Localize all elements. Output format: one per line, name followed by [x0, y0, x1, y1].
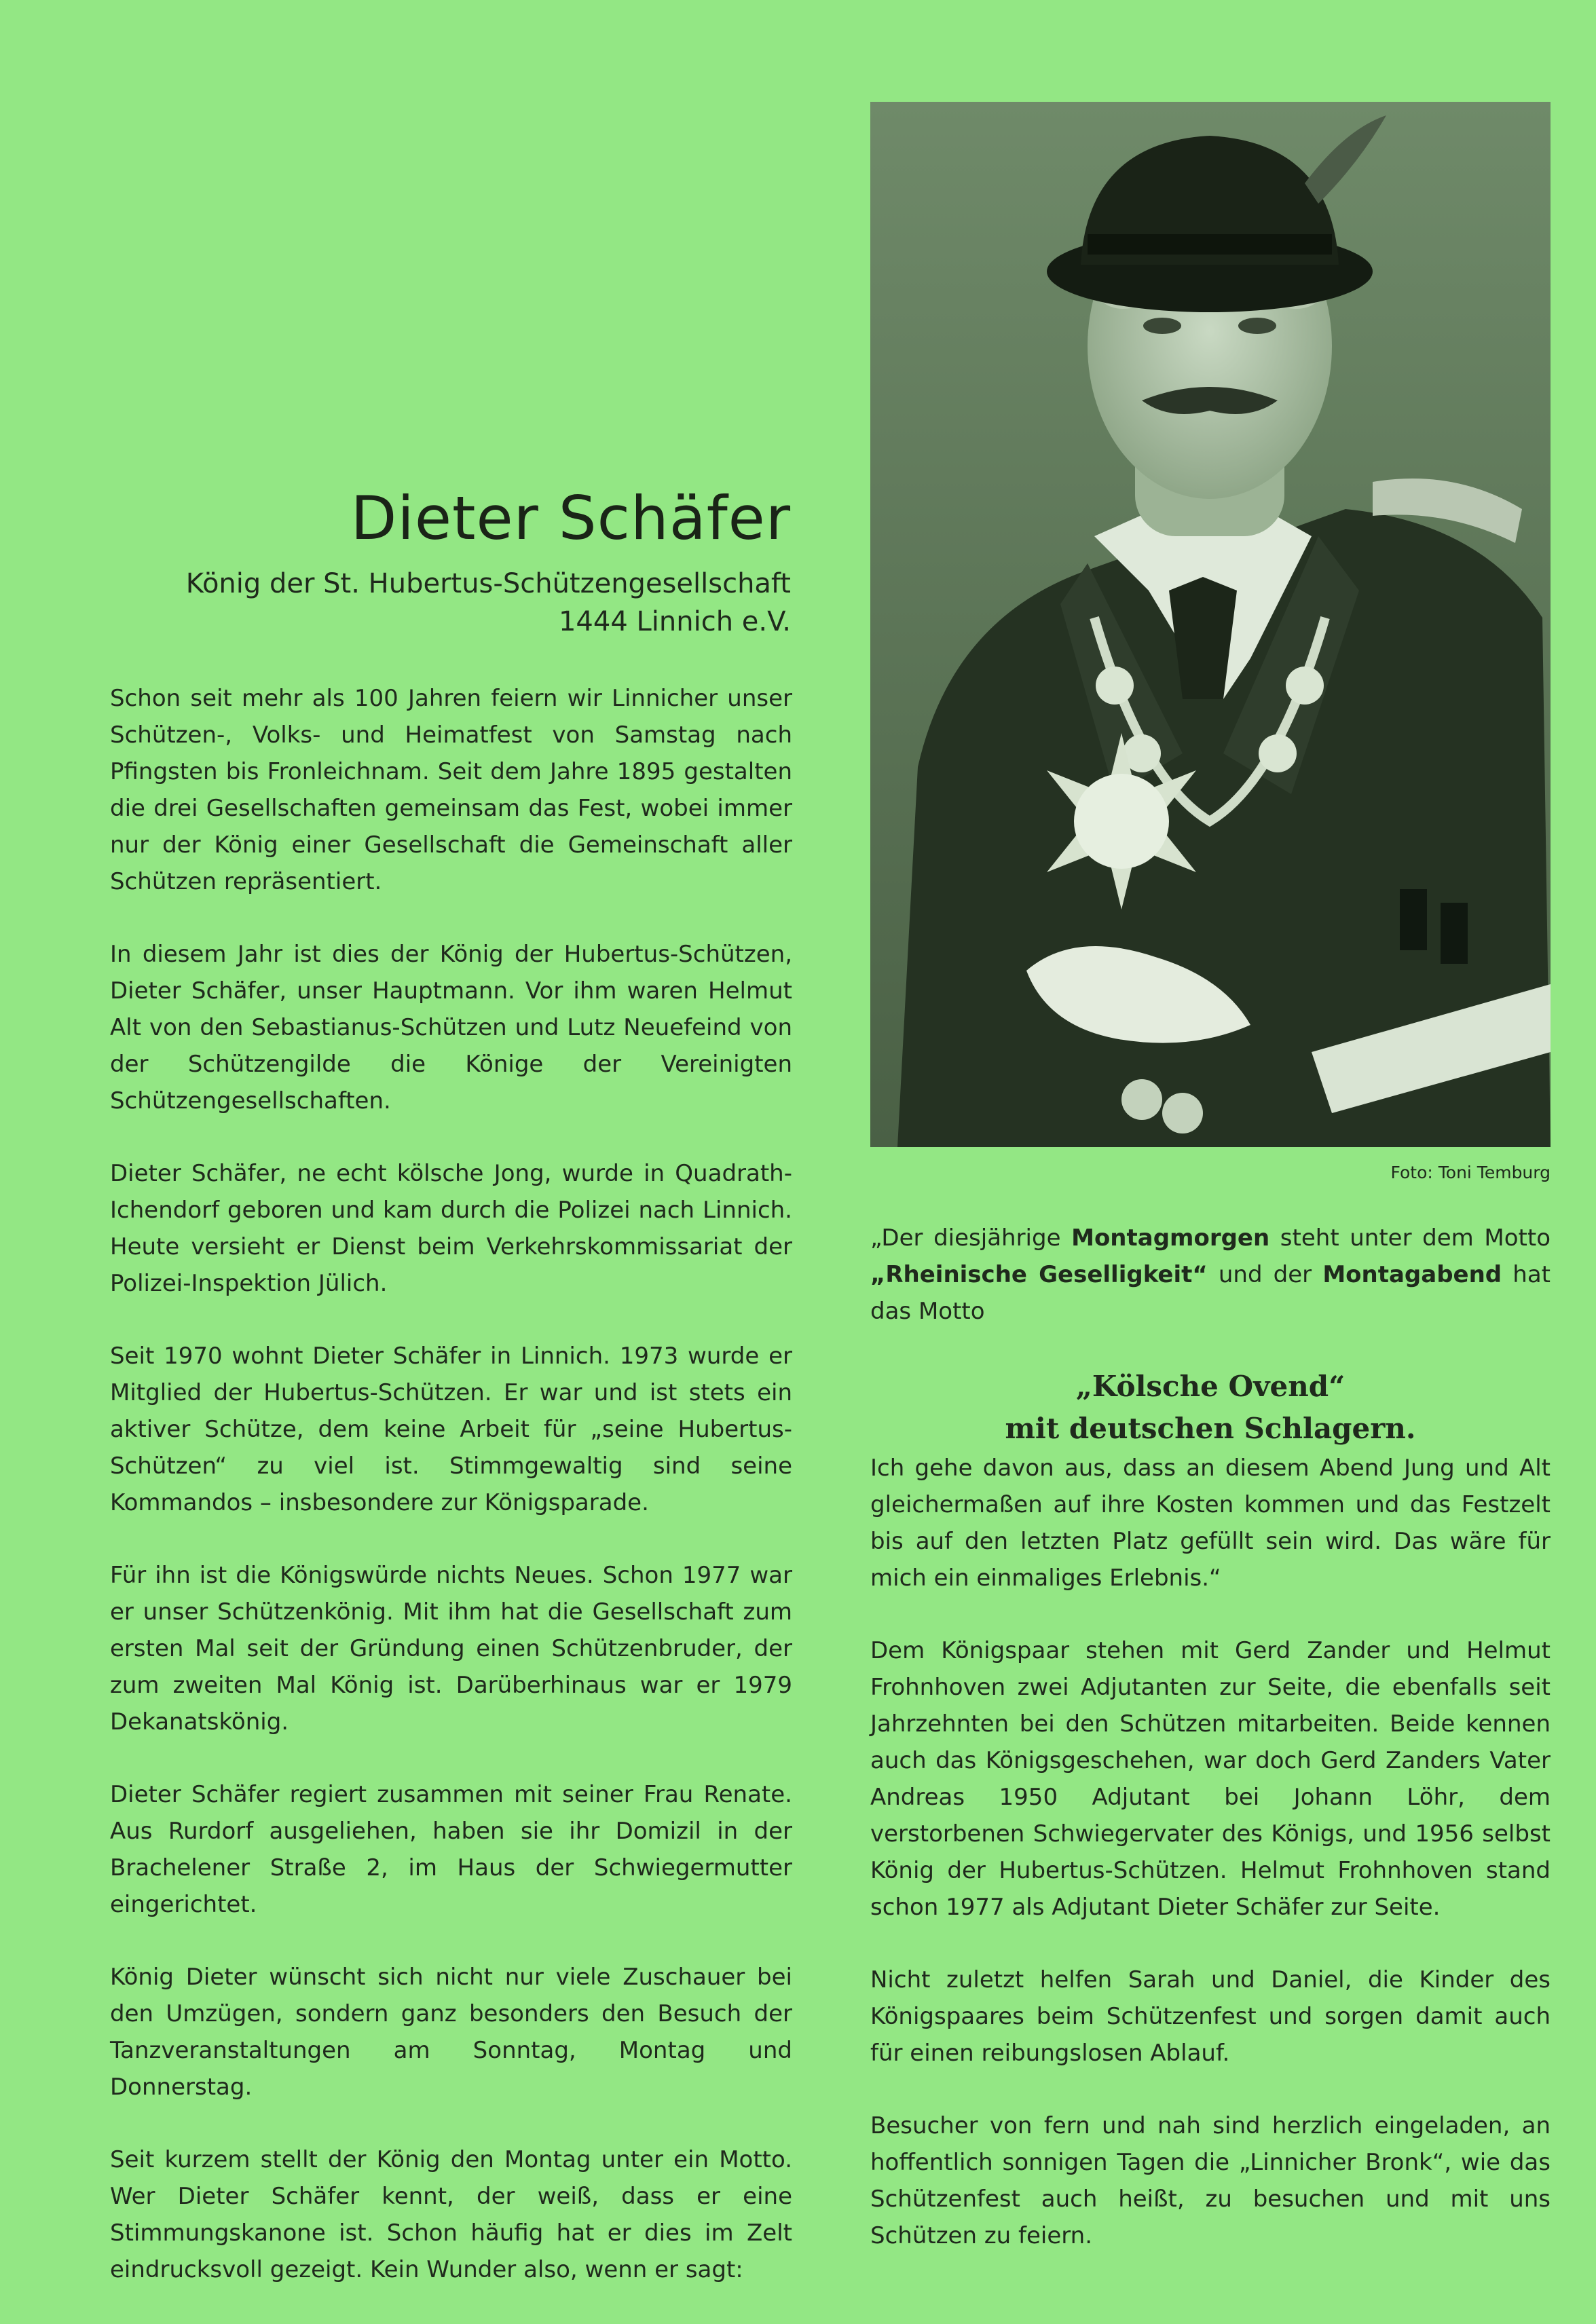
quote-bold: „Rheinische Geselligkeit“ [870, 1261, 1208, 1288]
motto-line-2: mit deutschen Schlagern. [1005, 1412, 1416, 1445]
photo-credit: Foto: Toni Temburg [1390, 1163, 1551, 1182]
quote-text: „Der diesjährige [870, 1224, 1072, 1252]
paragraph: Dem Königspaar stehen mit Gerd Zander und Helmut Frohnhoven zwei Adjutanten zur Seite, die ebenfalls seit Jahrzehnten bei den Schützen mitarbeiten. Beide kennen auch das Königsgeschehen, war doch Gerd Zanders Vater Andreas 1950 Adjutant bei Johann Löhr, dem verstorbenen Schwiegervater des Königs, und 1956 selbst König der Hubertus-Schützen. Helmut Frohnhoven stand schon 1977 als Adjutant Dieter Schäfer zur Seite. [870, 1637, 1551, 1921]
paragraph: Für ihn ist die Königswürde nichts Neues. Schon 1977 war er unser Schützenkönig. Mit ihm hat die Gesellschaft zum ersten Mal seit der Gründung einen Schützenbruder, der zum zweiten Mal König ist. Darüberhinaus war er 1979 Dekanatskönig. [110, 1562, 792, 1736]
motto-line-1: „Kölsche Ovend“ [1075, 1370, 1346, 1403]
paragraph: König Dieter wünscht sich nicht nur viele Zuschauer bei den Umzügen, sondern ganz besonders den Besuch der Tanzveranstaltungen am Sonntag, Montag und Donnerstag. [110, 1964, 792, 2101]
quote-ending: Ich gehe davon aus, dass an diesem Abend Jung und Alt gleichermaßen auf ihre Kosten kommen und das Festzelt bis auf den letzten Platz gefüllt sein wird. Das wäre für mich ein einmaliges Erlebnis.“ [870, 1455, 1551, 1592]
paragraph: Besucher von fern und nah sind herzlich eingeladen, an hoffentlich sonnigen Tagen die „Linnicher Bronk“, wie das Schützenfest auch heißt, zu besuchen und mit uns Schützen zu feiern. [870, 2112, 1551, 2249]
portrait-photo [870, 102, 1551, 1147]
left-column [110, 680, 792, 2324]
paragraph: Schon seit mehr als 100 Jahren feiern wir Linnicher unser Schützen-, Volks- und Heimatfest von Samstag nach Pfingsten bis Fronleichnam. Seit dem Jahre 1895 gestalten die drei Gesellschaften gemeinsam das Fest, wobei immer nur der König einer Gesellschaft die Gemeinschaft aller Schützen repräsentiert. [110, 685, 792, 895]
page-subtitle [95, 565, 791, 641]
portrait-illustration [870, 102, 1551, 1147]
quote-text: hat das Motto [870, 1261, 1551, 1325]
paragraph: Nicht zuletzt helfen Sarah und Daniel, die Kinder des Königspaares beim Schützenfest und sorgen damit auch für einen reibungslosen Ablauf. [870, 1966, 1551, 2067]
quote-intro [870, 1220, 1551, 1330]
page-title: Dieter Schäfer [350, 483, 791, 553]
subtitle-line-1: König der St. Hubertus-Schützengesellschaft [185, 568, 791, 599]
quote-bold: Montagmorgen [1071, 1224, 1270, 1252]
motto-heading [870, 1366, 1551, 1450]
subtitle-line-2: 1444 Linnich e.V. [558, 606, 791, 637]
quote-bold: Montagabend [1322, 1261, 1502, 1288]
quote-text: steht unter dem Motto [1269, 1224, 1551, 1252]
paragraph: Seit 1970 wohnt Dieter Schäfer in Linnich. 1973 wurde er Mitglied der Hubertus-Schützen. Er war und ist stets ein aktiver Schütze, dem keine Arbeit für „seine Hubertus-Schützen“ zu viel ist. Stimmgewaltig sind seine Kommandos – insbesondere zur Königsparade. [110, 1343, 792, 1516]
paragraph: Dieter Schäfer, ne echt kölsche Jong, wurde in Quadrath-Ichendorf geboren und kam durch die Polizei nach Linnich. Heute versieht er Dienst beim Verkehrskommissariat der Polizei-Inspektion Jülich. [110, 1160, 792, 1297]
paragraph: Dieter Schäfer regiert zusammen mit seiner Frau Renate. Aus Rurdorf ausgeliehen, haben sie ihr Domizil in der Brachelener Straße 2, im Haus der Schwiegermutter eingerichtet. [110, 1781, 792, 1918]
quote-text: und der [1207, 1261, 1323, 1288]
paragraph: In diesem Jahr ist dies der König der Hubertus-Schützen, Dieter Schäfer, unser Hauptmann. Vor ihm waren Helmut Alt von den Sebastianus-Schützen und Lutz Neuefeind von der Schützengilde die Könige der Vereinigten Schützengesellschaften. [110, 941, 792, 1114]
paragraph: Seit kurzem stellt der König den Montag unter ein Motto. Wer Dieter Schäfer kennt, der weiß, dass er eine Stimmungskanone ist. Schon häufig hat er dies im Zelt eindrucksvoll gezeigt. Kein Wunder also, wenn er sagt: [110, 2146, 792, 2283]
right-column [870, 1220, 1551, 2290]
